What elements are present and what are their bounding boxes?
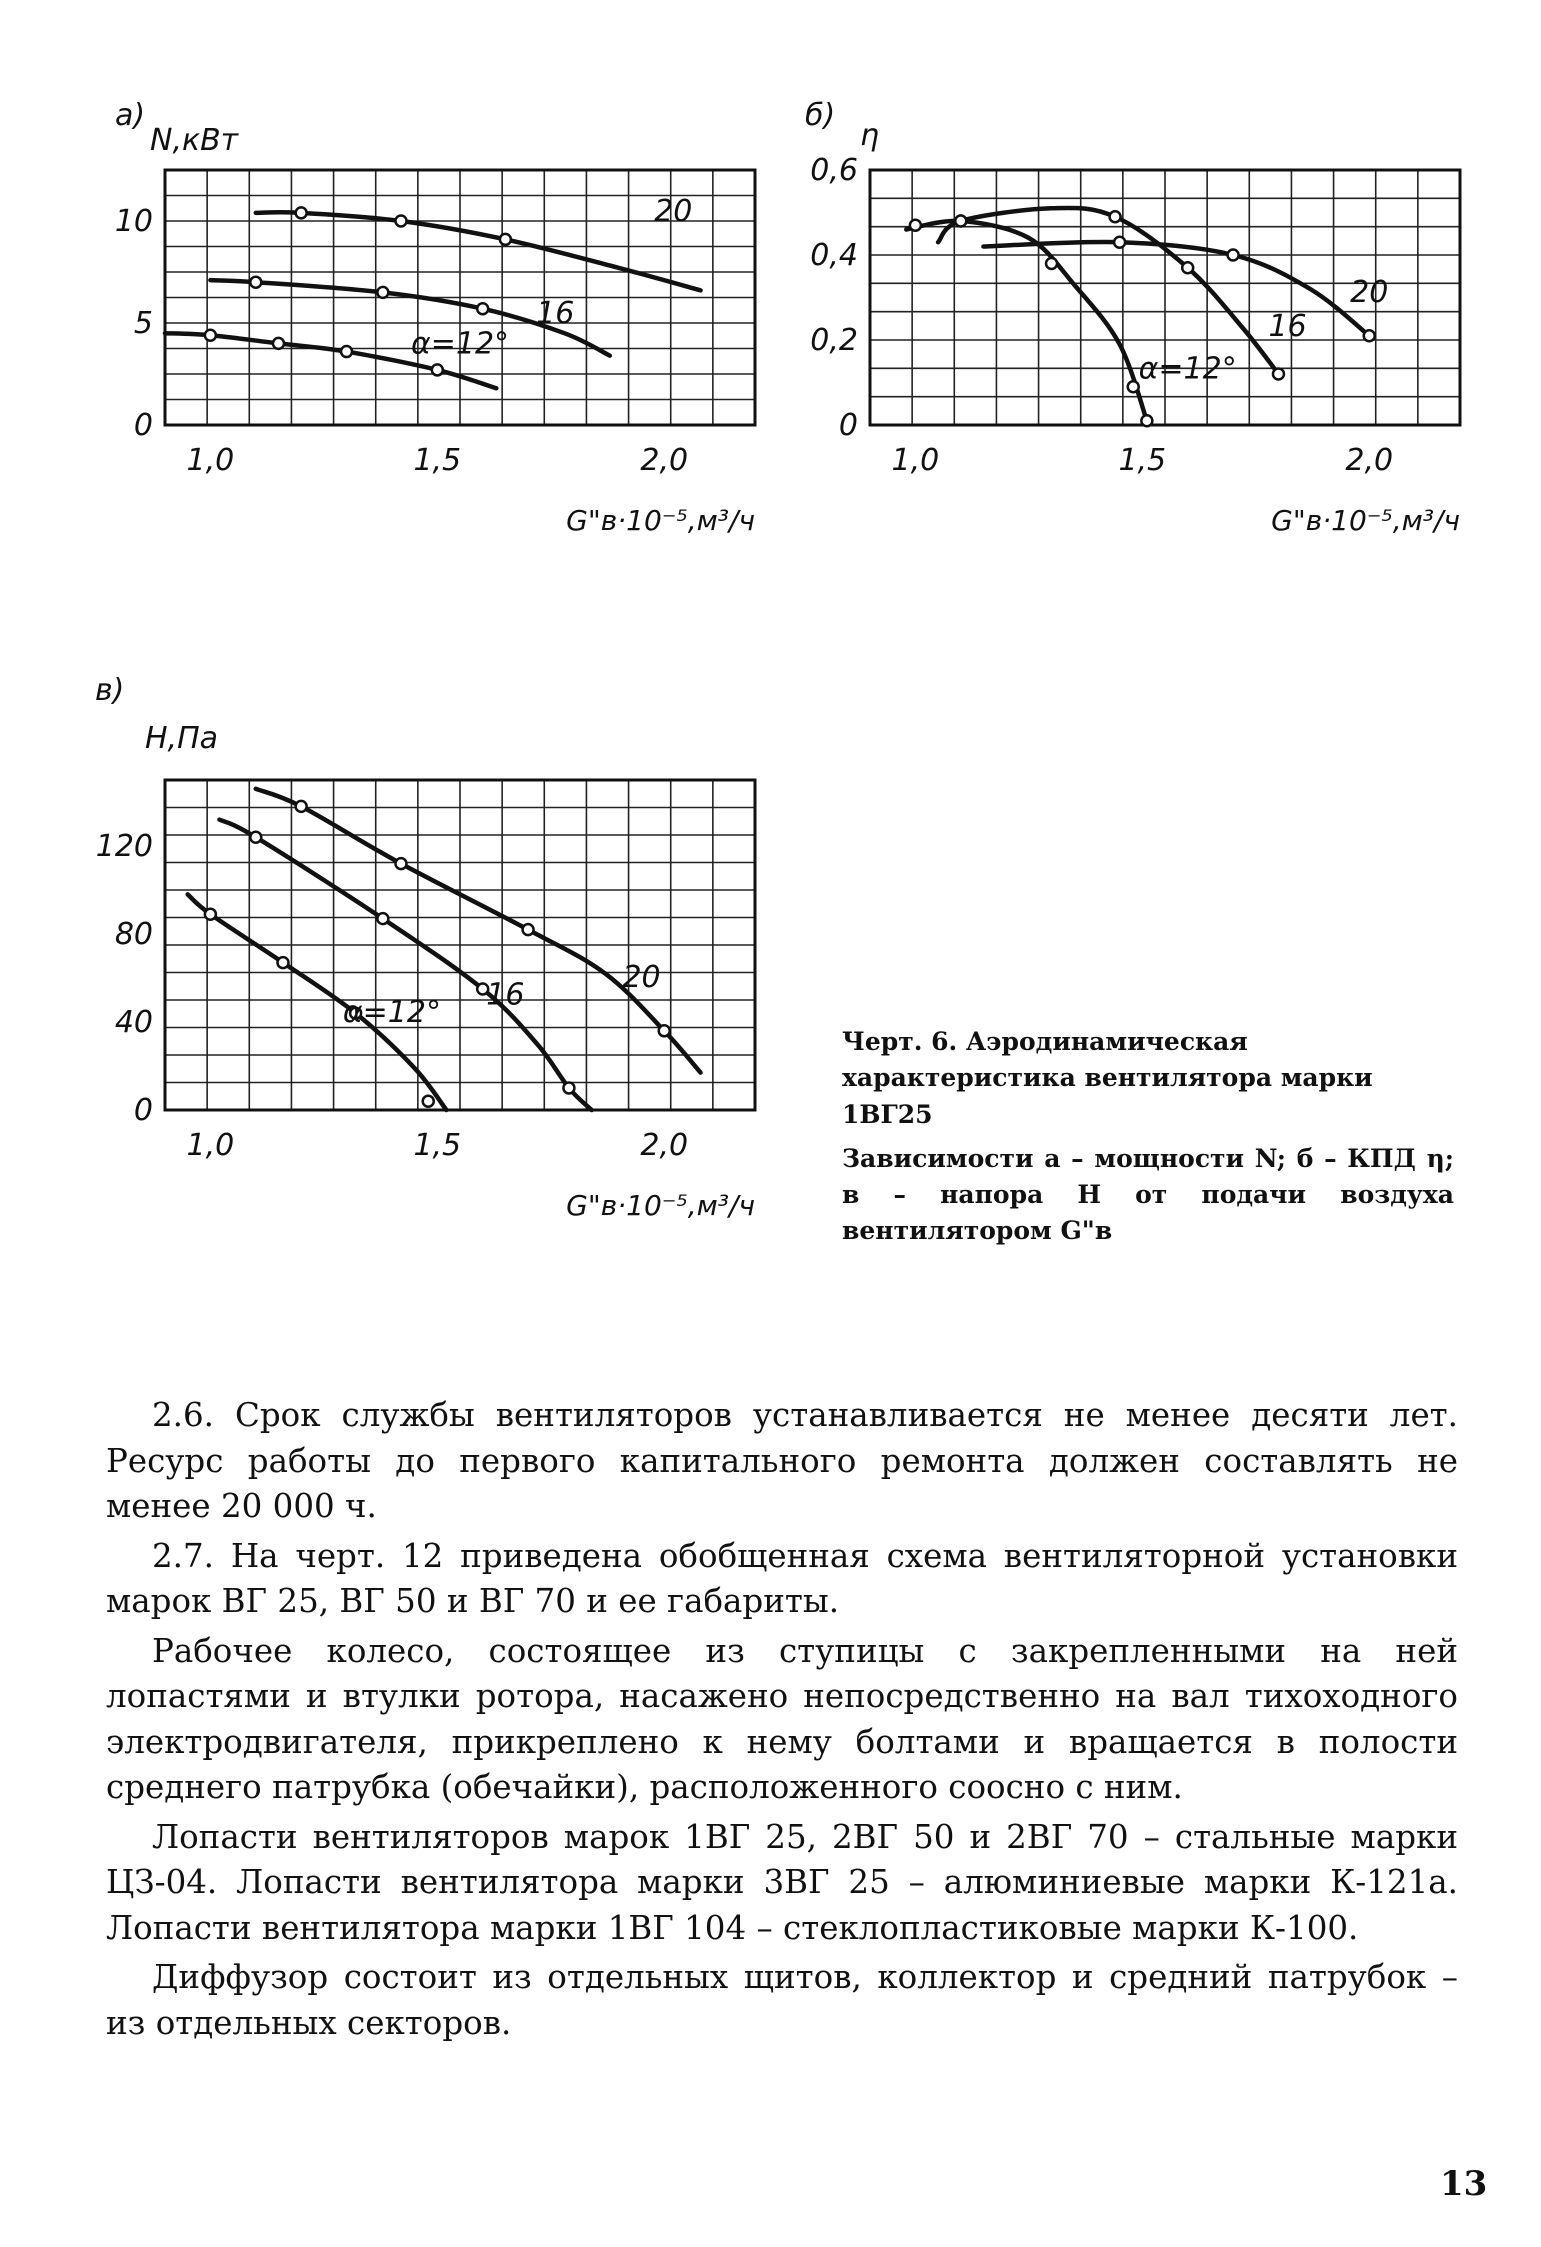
data-point [1141,415,1152,426]
y-tick-label: 0,6 [810,153,858,188]
x-tick-label: 1,5 [1118,443,1167,478]
data-point [296,801,307,812]
panel-label: б) [805,98,836,133]
series-line [938,208,1278,374]
chart-pressure-svg [60,673,760,1240]
caption-title: Черт. 6. Аэродинамическая характеристика вентилятора марки 1ВГ25 [842,1027,1373,1129]
x-tick-label: 1,5 [413,1128,462,1163]
paragraph: 2.6. Срок службы вентиляторов устанавливается не менее десяти лет. Ресурс работы до первого капитального ремонта должен составлять не менее 20 000 ч. [106,1396,1458,1525]
data-point [377,287,388,298]
y-tick-label: 0 [133,1093,153,1128]
data-point [423,1096,434,1107]
y-tick-label: 0,4 [810,238,858,273]
series-label: 16 [536,296,575,331]
series-label: α=12° [1138,351,1237,387]
panel-label: а) [115,98,146,133]
series-0 [256,194,701,290]
data-point [377,913,388,924]
paragraph: Лопасти вентиляторов марок 1ВГ 25, 2ВГ 50 и 2ВГ 70 – стальные марки ЦЗ-04. Лопасти вентилятора марки 3ВГ 25 – алюминиевые марки К-121а. Лопасти вентилятора марки 1ВГ 104 – стеклопластиковые марки К-100. [106,1817,1458,1947]
figure-caption [842,1024,1454,1250]
x-axis-label: G"в·10⁻⁵,м³/ч [1271,504,1460,537]
data-point [1110,211,1121,222]
series-2 [188,894,447,1110]
series-line [256,212,701,290]
panel-label: в) [95,673,125,708]
x-tick-label: 2,0 [640,1128,689,1163]
y-axis-label: η [860,118,880,153]
y-tick-label: 0 [133,408,153,443]
series-2 [165,327,509,389]
data-point [341,346,352,357]
data-point [205,909,216,920]
paragraph: 2.7. На черт. 12 приведена обобщенная схема вентиляторной установки марок ВГ 25, ВГ 50 и ВГ 70 и ее габариты. [106,1536,1458,1620]
y-axis-label: N,кВт [150,123,239,158]
data-point [1128,381,1139,392]
chart-power [60,98,760,620]
series-line [256,789,701,1073]
data-point [523,924,534,935]
data-point [278,957,289,968]
x-tick-label: 1,5 [413,443,462,478]
data-point [205,330,216,341]
paragraph: Диффузор состоит из отдельных щитов, коллектор и средний патрубок – из отдельных секторов. [106,1958,1458,2042]
data-point [477,303,488,314]
series-line [906,221,1147,421]
paragraph: Рабочее колесо, состоящее из ступицы с закрепленными на ней лопастями и втулки ротора, насажено непосредственно на вал тихоходного электродвигателя, прикреплено к нему болтами и вращается в полости среднего патрубка (обечайки), расположенного соосно с ним. [106,1631,1458,1806]
x-tick-label: 1,0 [891,443,940,478]
series-label: 16 [1268,308,1307,344]
x-axis-label: G"в·10⁻⁵,м³/ч [566,1189,755,1222]
data-point [1228,250,1239,261]
x-tick-label: 1,0 [186,443,235,478]
data-point [659,1025,670,1036]
data-point [432,364,443,375]
series-label: 16 [486,977,525,1013]
chart-efficiency-svg [790,98,1490,620]
y-tick-label: 120 [95,829,153,864]
y-tick-label: 5 [133,306,153,341]
data-point [1046,258,1057,269]
data-point [396,858,407,869]
chart-pressure [60,673,760,1240]
series-0 [256,789,701,1073]
x-tick-label: 2,0 [1345,443,1394,478]
y-tick-label: 80 [114,917,153,952]
series-label: α=12° [342,995,441,1030]
data-point [563,1083,574,1094]
x-axis-label: G"в·10⁻⁵,м³/ч [566,504,755,537]
data-point [296,207,307,218]
page-number: 13 [1440,2164,1488,2204]
data-point [500,234,511,245]
x-tick-label: 1,0 [186,1128,235,1163]
data-point [1273,369,1284,380]
y-tick-label: 10 [114,204,153,239]
data-point [955,216,966,227]
data-point [1114,237,1125,248]
data-point [250,832,261,843]
series-label: 20 [622,959,661,995]
y-tick-label: 0 [838,408,858,443]
series-label: 20 [654,194,693,229]
y-axis-label: Н,Па [145,721,219,756]
y-tick-label: 40 [114,1005,153,1040]
chart-power-svg [60,98,760,620]
data-point [1364,330,1375,341]
data-point [1182,262,1193,273]
data-point [396,216,407,227]
caption-text: Зависимости а – мощности N; б – КПД η; в – напора Н от подачи воздуха вентилятором G"в [842,1143,1454,1246]
chart-efficiency [790,98,1490,620]
series-label: 20 [1350,274,1389,310]
data-point [273,338,284,349]
data-point [910,220,921,231]
body-text [106,1393,1458,2050]
y-tick-label: 0,2 [810,323,858,358]
series-label: α=12° [410,326,510,362]
data-point [250,277,261,288]
x-tick-label: 2,0 [640,443,689,478]
